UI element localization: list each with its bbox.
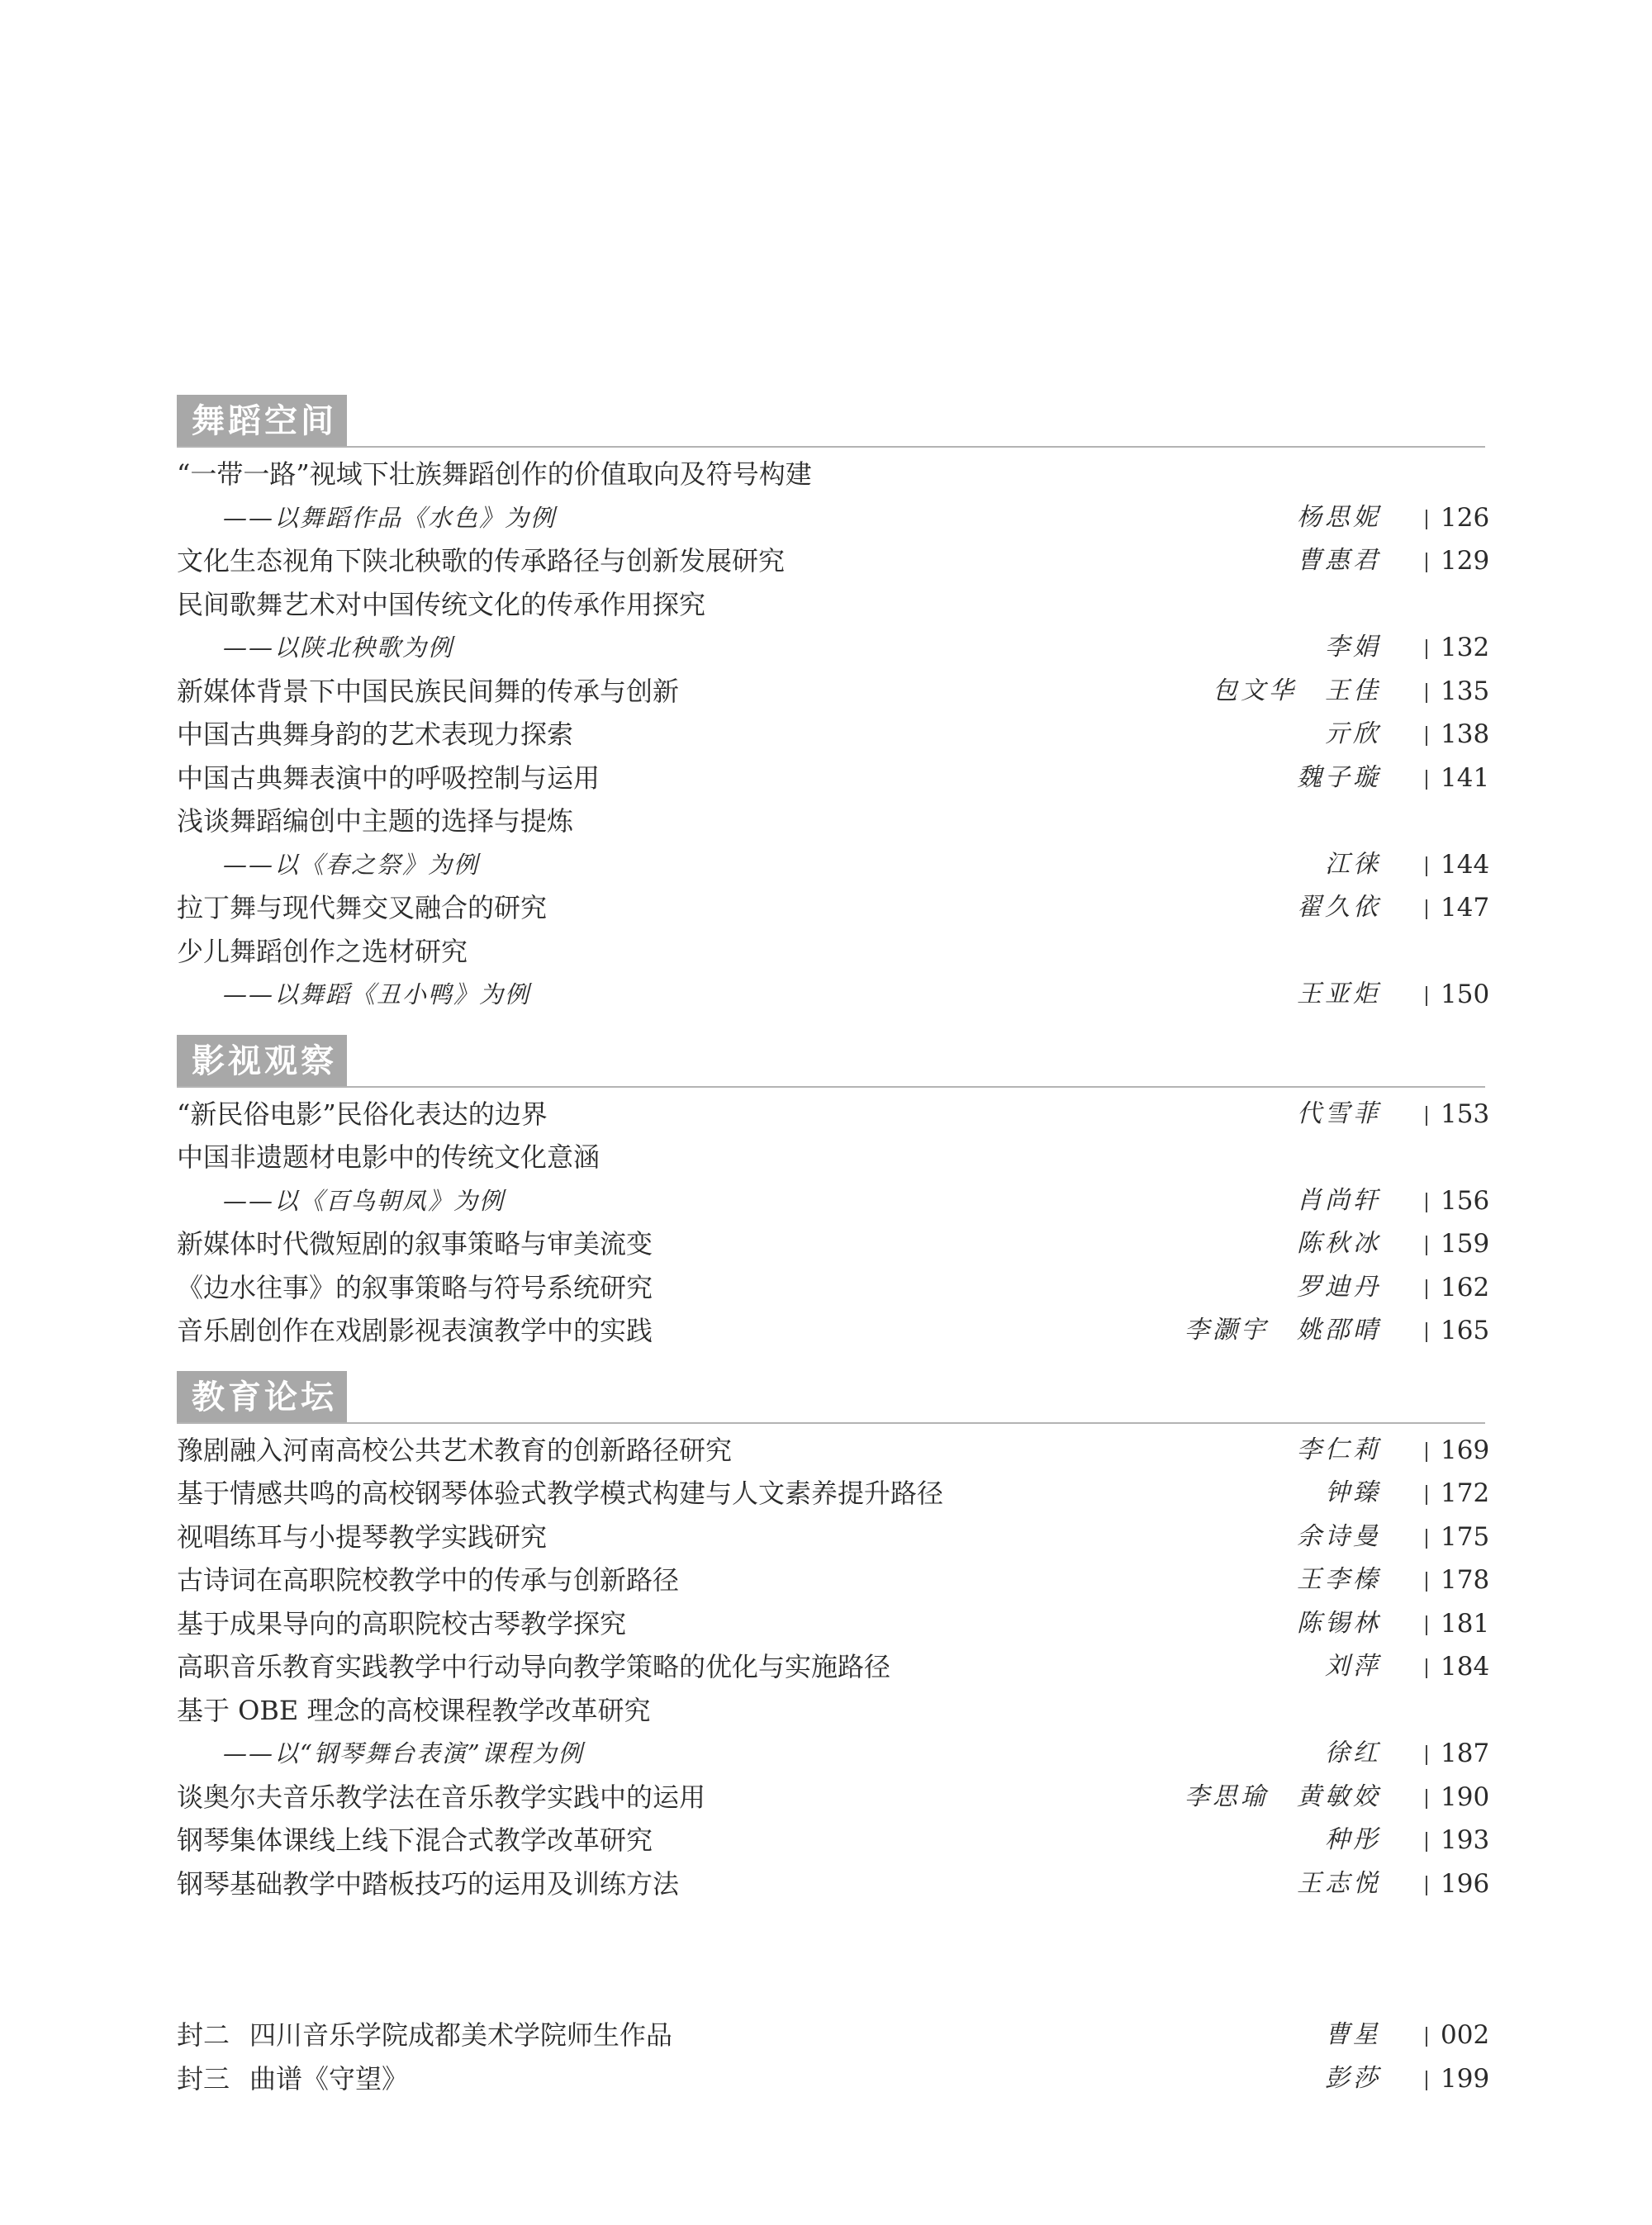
cover-title: 四川音乐学院成都美术学院师生作品	[249, 2019, 673, 2051]
entry-author: 余诗曼	[1297, 1521, 1381, 1551]
entry-page-number: 132	[1441, 633, 1490, 662]
toc-entry[interactable]	[177, 1472, 1490, 1516]
entry-title-row	[177, 1429, 1490, 1473]
toc-entry[interactable]	[177, 1602, 1490, 1646]
section-header	[177, 1035, 1485, 1088]
cover-page-number: 002	[1441, 2020, 1490, 2050]
entry-author: 翟久依	[1297, 893, 1381, 922]
entry-title-row	[177, 1093, 1490, 1136]
entry-page-number: 153	[1441, 1098, 1490, 1129]
entry-page-number: 196	[1441, 1868, 1490, 1899]
entry-title-row	[177, 713, 1490, 757]
entry-title: 钢琴基础教学中踏板技巧的运用及训练方法	[177, 1867, 680, 1900]
page-separator	[1426, 639, 1427, 659]
entry-page-number: 144	[1441, 849, 1490, 880]
toc-entry[interactable]	[177, 1645, 1490, 1689]
entry-title: 中国古典舞表演中的呼吸控制与运用	[177, 761, 601, 794]
toc-section	[177, 395, 1490, 1017]
table-of-contents	[177, 395, 1490, 1924]
cover-title-group	[177, 2057, 408, 2101]
entry-author: 江徕	[1325, 849, 1381, 879]
toc-entry[interactable]	[177, 539, 1490, 583]
entry-page-number: 169	[1441, 1435, 1490, 1465]
entry-title: 拉丁舞与现代舞交叉融合的研究	[177, 892, 548, 923]
toc-entry[interactable]	[177, 583, 1490, 670]
cover-pages-list	[177, 2014, 1490, 2100]
section-title: 影视观察	[177, 1035, 347, 1088]
entry-author: 杨思妮	[1297, 502, 1381, 532]
entry-title-row	[177, 1222, 1490, 1266]
entry-title-row	[177, 1645, 1490, 1689]
entry-page-number: 175	[1441, 1521, 1490, 1552]
page-separator	[1426, 1485, 1427, 1505]
entry-subtitle-row	[177, 843, 1490, 887]
page-separator	[1426, 2027, 1427, 2047]
entry-title: “一带一路”视域下壮族舞蹈创作的价值取向及符号构建	[177, 458, 812, 490]
entry-page-number: 181	[1441, 1608, 1490, 1639]
toc-entry[interactable]	[177, 1558, 1490, 1602]
toc-section	[177, 1371, 1490, 1906]
cover-entry[interactable]	[177, 2057, 1490, 2101]
entry-title-row	[177, 1819, 1490, 1862]
page-separator	[1426, 899, 1427, 919]
entry-page-number: 156	[1441, 1185, 1490, 1216]
toc-entry[interactable]	[177, 1776, 1490, 1819]
section-header	[177, 1371, 1485, 1424]
entry-page-number: 138	[1441, 719, 1490, 749]
entry-title: 文化生态视角下陕北秧歌的传承路径与创新发展研究	[177, 545, 786, 576]
entry-title-row	[177, 1558, 1490, 1602]
entry-page-number: 126	[1441, 502, 1490, 533]
entry-title: 音乐剧创作在戏剧影视表演教学中的实践	[177, 1315, 653, 1346]
entry-title: 古诗词在高职院校教学中的传承与创新路径	[177, 1564, 680, 1596]
entry-title-row	[177, 539, 1490, 583]
cover-label: 封三	[177, 2062, 230, 2095]
page-separator	[1426, 1279, 1427, 1299]
toc-entry[interactable]	[177, 930, 1490, 1017]
entry-subtitle-row	[177, 1179, 1490, 1223]
section-title: 舞蹈空间	[177, 395, 347, 448]
entry-subtitle: ——以舞蹈作品《水色》为例	[223, 503, 557, 532]
entry-title-row	[177, 1689, 1485, 1733]
entry-title-row	[177, 583, 1485, 627]
entry-title-row	[177, 757, 1490, 800]
entry-subtitle: ——以《春之祭》为例	[223, 850, 480, 879]
toc-entry[interactable]	[177, 1819, 1490, 1862]
entry-author: 刘萍	[1325, 1652, 1381, 1681]
section-title: 教育论坛	[177, 1371, 347, 1424]
entry-title-row	[177, 886, 1490, 930]
page-separator	[1426, 1193, 1427, 1212]
entry-title-row	[177, 1472, 1490, 1516]
entry-title: 民间歌舞艺术对中国传统文化的传承作用探究	[177, 588, 706, 620]
page-separator	[1426, 1658, 1427, 1678]
page-separator	[1426, 1442, 1427, 1462]
page-separator	[1426, 1529, 1427, 1549]
entry-title-row	[177, 1136, 1485, 1179]
entry-author: 亓欣	[1325, 719, 1381, 748]
entry-subtitle: ——以陕北秧歌为例	[223, 633, 454, 662]
toc-entry[interactable]	[177, 670, 1490, 714]
entry-subtitle-row	[177, 973, 1490, 1017]
entry-page-number: 129	[1441, 546, 1490, 576]
entry-subtitle: ——以“钢琴舞台表演”课程为例	[223, 1739, 584, 1767]
toc-entry[interactable]	[177, 1136, 1490, 1222]
entry-author: 包文华 王佳	[1213, 676, 1381, 705]
entry-author: 钟臻	[1325, 1478, 1381, 1507]
entry-author: 王志悦	[1297, 1868, 1381, 1898]
entry-title: 豫剧融入河南高校公共艺术教育的创新路径研究	[177, 1434, 733, 1466]
page-separator	[1426, 683, 1427, 703]
entry-title: 钢琴集体课线上线下混合式教学改革研究	[177, 1824, 653, 1856]
entry-title: 基于成果导向的高职院校古琴教学探究	[177, 1607, 627, 1639]
cover-label: 封二	[177, 2019, 230, 2051]
page-separator	[1426, 986, 1427, 1006]
entry-title: 高职音乐教育实践教学中行动导向教学策略的优化与实施路径	[177, 1651, 891, 1682]
toc-entry[interactable]	[177, 1266, 1490, 1310]
page-separator	[1426, 770, 1427, 790]
toc-entry[interactable]	[177, 1516, 1490, 1559]
entry-title: “新民俗电影”民俗化表达的边界	[177, 1098, 548, 1130]
entry-title-row	[177, 453, 1485, 496]
entry-author: 种彤	[1325, 1825, 1381, 1854]
entry-page-number: 162	[1441, 1272, 1490, 1302]
entry-title: 《边水往事》的叙事策略与符号系统研究	[177, 1271, 653, 1303]
page-separator	[1426, 1876, 1427, 1895]
section-divider	[177, 1422, 1485, 1424]
entry-page-number: 178	[1441, 1565, 1490, 1595]
entry-title-row	[177, 670, 1490, 714]
entry-title-row	[177, 799, 1485, 843]
entry-title: 基于情感共鸣的高校钢琴体验式教学模式构建与人文素养提升路径	[177, 1478, 944, 1509]
entry-page-number: 184	[1441, 1652, 1490, 1682]
entry-page-number: 147	[1441, 893, 1490, 923]
entry-page-number: 187	[1441, 1739, 1490, 1768]
cover-title-group	[177, 2014, 672, 2057]
page-separator	[1426, 2071, 1427, 2090]
entry-title: 新媒体时代微短剧的叙事策略与审美流变	[177, 1228, 653, 1260]
entry-title-row	[177, 1776, 1490, 1819]
entry-page-number: 141	[1441, 762, 1490, 793]
toc-entry[interactable]	[177, 886, 1490, 930]
entry-title: 中国古典舞身韵的艺术表现力探索	[177, 719, 574, 750]
entry-author: 王李榛	[1297, 1565, 1381, 1594]
section-divider	[177, 446, 1485, 448]
entry-page-number: 165	[1441, 1316, 1490, 1345]
entry-subtitle: ——以舞蹈《丑小鸭》为例	[223, 980, 531, 1008]
cover-author: 曹星	[1325, 2020, 1381, 2049]
toc-entry[interactable]	[177, 1222, 1490, 1266]
entry-author: 李灏宇 姚邵晴	[1184, 1316, 1381, 1345]
page-separator	[1426, 1572, 1427, 1592]
page-separator	[1426, 1745, 1427, 1765]
page-separator	[1426, 1832, 1427, 1852]
entry-page-number: 135	[1441, 676, 1490, 706]
page-separator	[1426, 1322, 1427, 1342]
page-separator	[1426, 1236, 1427, 1255]
page-separator	[1426, 553, 1427, 572]
entry-author: 陈锡林	[1297, 1608, 1381, 1638]
section-header	[177, 395, 1485, 448]
entry-author: 陈秋冰	[1297, 1229, 1381, 1258]
page-separator	[1426, 510, 1427, 529]
cover-page-number: 199	[1441, 2063, 1490, 2094]
page-separator	[1426, 1789, 1427, 1809]
entry-title-row	[177, 1309, 1490, 1353]
cover-entry[interactable]	[177, 2014, 1490, 2057]
toc-entry[interactable]	[177, 1862, 1490, 1906]
entry-subtitle-row	[177, 626, 1490, 670]
entry-subtitle-row	[177, 1732, 1490, 1776]
entry-author: 李娟	[1325, 633, 1381, 662]
toc-section	[177, 1035, 1490, 1353]
entry-title-row	[177, 930, 1485, 974]
entry-title-row	[177, 1862, 1490, 1906]
entry-title: 少儿舞蹈创作之选材研究	[177, 935, 468, 967]
entry-title: 谈奥尔夫音乐教学法在音乐教学实践中的运用	[177, 1781, 706, 1813]
entry-title: 浅谈舞蹈编创中主题的选择与提炼	[177, 805, 574, 837]
toc-entry[interactable]	[177, 799, 1490, 886]
entry-title-row	[177, 1602, 1490, 1646]
entry-title: 视唱练耳与小提琴教学实践研究	[177, 1520, 548, 1553]
entry-page-number: 190	[1441, 1781, 1490, 1812]
entry-title: 新媒体背景下中国民族民间舞的传承与创新	[177, 675, 680, 707]
entry-page-number: 172	[1441, 1478, 1490, 1508]
entry-author: 曹惠君	[1297, 546, 1381, 575]
entry-page-number: 150	[1441, 980, 1490, 1009]
entry-title-row	[177, 1266, 1490, 1310]
entry-subtitle-row	[177, 496, 1490, 540]
cover-author: 彭莎	[1325, 2063, 1381, 2093]
section-divider	[177, 1086, 1485, 1088]
cover-title: 曲谱《守望》	[249, 2062, 409, 2095]
toc-entry[interactable]	[177, 713, 1490, 757]
entry-author: 徐红	[1325, 1739, 1381, 1767]
entry-title-row	[177, 1516, 1490, 1559]
entry-author: 代雪菲	[1297, 1098, 1381, 1128]
entry-author: 李仁莉	[1297, 1435, 1381, 1464]
toc-entry[interactable]	[177, 1309, 1490, 1353]
page-separator	[1426, 856, 1427, 876]
entry-author: 肖尚轩	[1297, 1185, 1381, 1215]
page-separator	[1426, 726, 1427, 746]
entry-author: 王亚炬	[1297, 980, 1381, 1008]
toc-entry[interactable]	[177, 757, 1490, 800]
entry-author: 李思瑜 黄敏姣	[1184, 1781, 1381, 1811]
entry-author: 罗迪丹	[1297, 1272, 1381, 1302]
toc-entry[interactable]	[177, 1429, 1490, 1473]
toc-entry[interactable]	[177, 453, 1490, 539]
entry-page-number: 193	[1441, 1825, 1490, 1855]
entry-subtitle: ——以《百鸟朝凤》为例	[223, 1186, 506, 1215]
entry-title: 中国非遗题材电影中的传统文化意涵	[177, 1141, 601, 1173]
page-separator	[1426, 1106, 1427, 1126]
entry-title: 基于 OBE 理念的高校课程教学改革研究	[177, 1694, 651, 1726]
toc-entry[interactable]	[177, 1689, 1490, 1776]
page-separator	[1426, 1615, 1427, 1635]
entry-page-number: 159	[1441, 1229, 1490, 1259]
toc-entry[interactable]	[177, 1093, 1490, 1136]
entry-author: 魏子璇	[1297, 762, 1381, 792]
